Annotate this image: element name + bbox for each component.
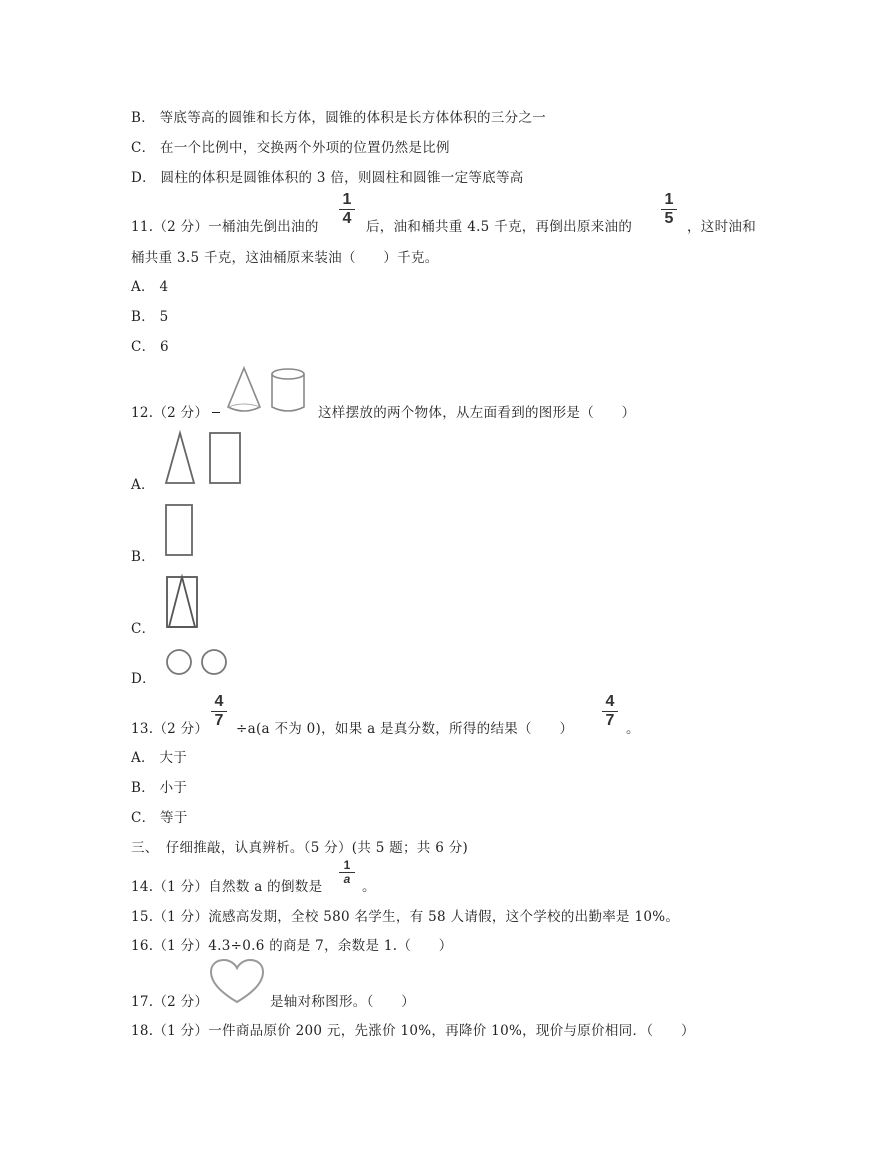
q12-cone-cylinder-figure	[224, 365, 314, 415]
fraction-numerator: 1	[664, 191, 674, 208]
q15-text: 15.（1 分）流感高发期，全校 580 名学生，有 58 人请假，这个学校的出勤率是 10%。	[131, 909, 680, 925]
q14-text: 14.（1 分）自然数 a 的倒数是	[131, 879, 323, 895]
q13-fraction-4-7-left	[211, 694, 227, 729]
fraction-numerator: 4	[214, 693, 224, 710]
q13-middle: ÷a(a 不为 0)，如果 a 是真分数，所得的结果（ ）	[236, 721, 574, 737]
q13-option-c: C． 等于	[131, 810, 188, 826]
q12-option-c-figure	[164, 574, 202, 630]
q11-option-a: A． 4	[131, 279, 169, 295]
fraction-denominator: 4	[342, 210, 352, 227]
fraction-denominator: a	[343, 872, 351, 886]
fraction-denominator: 5	[664, 210, 674, 227]
q13-fraction-4-7-right	[602, 694, 618, 729]
fraction-numerator: 4	[605, 693, 615, 710]
q14-fraction-1-a	[339, 860, 355, 885]
q14-end: 。	[362, 879, 376, 895]
fraction-numerator: 1	[342, 191, 352, 208]
fraction-denominator: 7	[214, 712, 224, 729]
q12-option-a-label: A．	[131, 477, 155, 493]
q11-option-c: C． 6	[131, 339, 169, 355]
q18-text: 18.（1 分）一件商品原价 200 元，先涨价 10%，再降价 10%，现价与原价相同．（ ）	[131, 1023, 695, 1039]
rectangle-shape	[166, 505, 192, 555]
q17-suffix: 是轴对称图形。（ ）	[270, 994, 416, 1010]
circle-shape	[167, 650, 191, 674]
q12-option-b-label: B．	[131, 549, 156, 565]
q12-prefix: 12.（2 分）	[131, 405, 209, 421]
q11-text-part3: ，这时油和	[687, 219, 756, 235]
section-3-heading: 三、 仔细推敲，认真辨析。（5 分）(共 5 题；共 6 分)	[131, 840, 469, 856]
q11-fraction-1-4	[339, 192, 355, 227]
q10-option-c: C． 在一个比例中，交换两个外项的位置仍然是比例	[131, 140, 450, 156]
q11-text-part1: 11.（2 分）一桶油先倒出油的	[131, 219, 319, 235]
triangle-shape	[166, 433, 194, 483]
q10-option-d: D． 圆柱的体积是圆锥体积的 3 倍，则圆柱和圆锥一定等底等高	[131, 170, 524, 186]
rectangle-shape	[210, 433, 240, 483]
cylinder-top-shape	[272, 369, 304, 379]
q13-option-b: B． 小于	[131, 780, 188, 796]
q12-suffix: 这样摆放的两个物体，从左面看到的图形是（ ）	[318, 405, 636, 421]
q17-prefix: 17.（2 分）	[131, 994, 209, 1010]
triangle-shape	[169, 577, 195, 627]
q13-prefix: 13.（2 分）	[131, 721, 209, 737]
fraction-denominator: 7	[605, 712, 615, 729]
q10-option-b: B． 等底等高的圆锥和长方体，圆锥的体积是长方体体积的三分之一	[131, 110, 547, 126]
q11-text-part2: 后，油和桶共重 4.5 千克，再倒出原来油的	[366, 219, 633, 235]
q17-heart-figure	[208, 958, 266, 1006]
q12-option-a-figure	[162, 430, 244, 486]
q13-option-a: A． 大于	[131, 750, 188, 766]
q12-option-d-figure	[164, 648, 232, 678]
q11-fraction-1-5	[661, 192, 677, 227]
cone-shape	[228, 368, 260, 411]
q12-option-b-figure	[162, 503, 196, 557]
q12-underline	[212, 412, 220, 413]
q16-text: 16.（1 分）4.3÷0.6 的商是 7，余数是 1.（ ）	[131, 938, 453, 954]
q13-end: 。	[626, 721, 640, 737]
q11-text-line2: 桶共重 3.5 千克，这油桶原来装油（ ）千克。	[131, 250, 439, 266]
heart-shape	[211, 960, 263, 1002]
cone-base-shape	[228, 404, 260, 407]
fraction-numerator: 1	[343, 858, 351, 872]
circle-shape	[202, 650, 226, 674]
q12-option-c-label: C．	[131, 621, 156, 637]
q12-option-d-label: D．	[131, 671, 156, 687]
q11-option-b: B． 5	[131, 309, 169, 325]
